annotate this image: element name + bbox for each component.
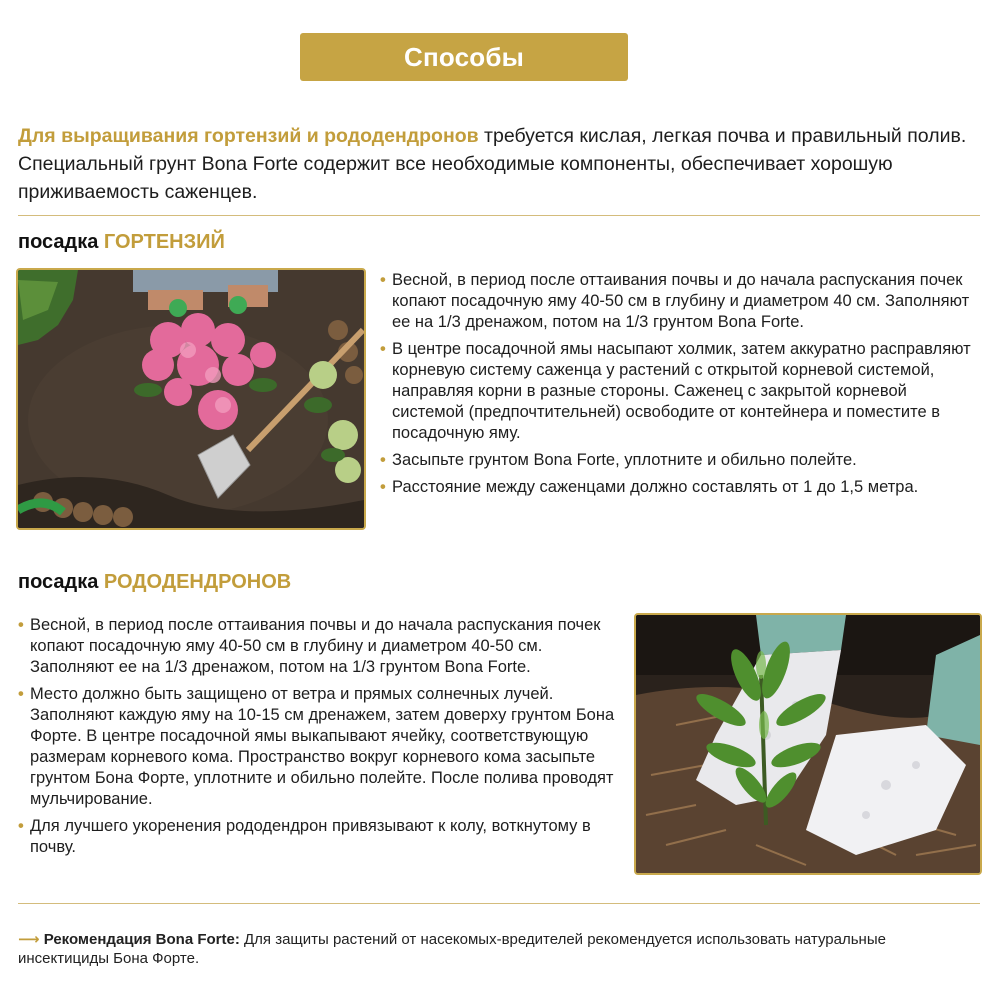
list-item: • Расстояние между саженцами должно составлять от 1 до 1,5 метра.: [380, 477, 980, 498]
section-title-rhododendron: [18, 571, 291, 594]
list-item: • В центре посадочной ямы насыпают холмик, затем аккуратно расправляют корневую систему саженца у растений с открытой корневой системой, направляя корни в разные стороны. Саженец с закрытой корневой системой (предпочтительней) освободите от контейнера и поместите в посадочную яму.: [380, 339, 980, 444]
list-item: • Весной, в период после оттаивания почвы и до начала распускания почек копают посадочную яму 40-50 см в глубину и диаметром 40-50 см. Заполняют ее на 1/3 дренажом, потом на 1/3 грунтом Bona Forte.: [18, 615, 618, 678]
divider-top: [18, 215, 980, 216]
rhododendron-bullets: [18, 615, 618, 864]
section-title-accent: РОДОДЕНДРОНОВ: [103, 571, 292, 593]
list-item: • Для лучшего укоренения рододендрон привязывают к колу, воткнутому в почву.: [18, 816, 618, 858]
section-title-prefix: посадка: [18, 571, 104, 593]
intro-text: требуется кислая, легкая почва и правильный полив. Специальный грунт Bona Forte содержит все необходимые компоненты, обеспечивает хорошую приживаемость саженцев.: [18, 125, 967, 203]
page-title: Способы использования: [300, 33, 628, 81]
list-item: • Весной, в период после оттаивания почвы и до начала распускания почек копают посадочную яму 40-50 см в глубину и диаметром 40 см. Заполняют ее на 1/3 дренажом, потом на 1/3 грунтом Bona Forte.: [380, 270, 980, 333]
hydrangea-photo: [16, 268, 366, 530]
section-title-hydrangea: [18, 231, 225, 254]
list-item: • Место должно быть защищено от ветра и прямых солнечных лучей. Заполняют каждую яму на 10-15 см дренажем, затем доверху грунтом Бона Форте. В центре посадочной ямы выкапывают ячейку, соответствующую размерам корневого кома. Пространство вокруг корневого кома засыпьте грунтом Бона Форте, уплотните и обильно полейте. После полива проводят мульчирование.: [18, 684, 618, 810]
recommendation-lead: Рекомендация Bona Forte:: [43, 931, 240, 948]
intro-paragraph: [18, 122, 978, 206]
section-title-prefix: посадка: [18, 231, 104, 253]
recommendation-text: Для защиты растений от насекомых-вредителей рекомендуется использовать натуральные инсектициды Бона Форте.: [18, 931, 886, 967]
section-title-accent: ГОРТЕНЗИЙ: [103, 231, 225, 253]
divider-bottom: [18, 903, 980, 904]
list-item: • Засыпьте грунтом Bona Forte, уплотните и обильно полейте.: [380, 450, 980, 471]
intro-highlight: Для выращивания гортензий и рододендронов: [18, 125, 479, 147]
hydrangea-bullets: [380, 270, 980, 504]
rhododendron-photo: [634, 613, 982, 875]
recommendation: [18, 930, 958, 968]
arrow-right-icon: ⟶: [18, 931, 40, 948]
